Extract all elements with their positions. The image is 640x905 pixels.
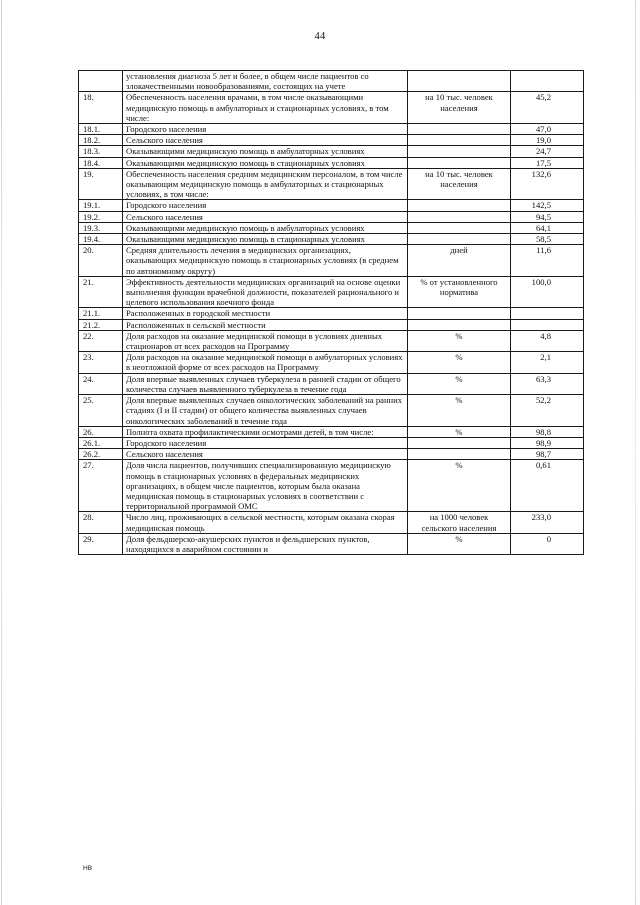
cell-unit — [408, 308, 511, 319]
cell-row-number: 25. — [79, 395, 123, 427]
cell-value: 45,2 — [511, 92, 584, 124]
cell-value — [511, 308, 584, 319]
table-row — [79, 211, 584, 222]
cell-row-number: 23. — [79, 352, 123, 373]
cell-row-number: 19. — [79, 168, 123, 200]
table-row — [79, 512, 584, 533]
table-row — [79, 330, 584, 351]
cell-row-number: 18.1. — [79, 124, 123, 135]
cell-unit: % от установленного норматива — [408, 276, 511, 308]
cell-indicator-name: Оказывающими медицинскую помощь в стационарных условиях — [123, 157, 408, 168]
cell-value: 52,2 — [511, 395, 584, 427]
cell-row-number: 18.2. — [79, 135, 123, 146]
cell-indicator-name: Доля расходов на оказание медицинской помощи в условиях дневных стационаров от всех расходов на Программу — [123, 330, 408, 351]
cell-row-number: 18.3. — [79, 146, 123, 157]
table-row — [79, 276, 584, 308]
page-number: 44 — [314, 31, 326, 42]
cell-unit: % — [408, 373, 511, 394]
cell-value: 19,0 — [511, 135, 584, 146]
cell-unit — [408, 319, 511, 330]
cell-unit: % — [408, 352, 511, 373]
cell-indicator-name: Городского населения — [123, 437, 408, 448]
indicators-table-body — [79, 71, 584, 555]
cell-row-number: 24. — [79, 373, 123, 394]
cell-unit — [408, 135, 511, 146]
cell-indicator-name: Расположенных в городской местности — [123, 308, 408, 319]
cell-unit — [408, 124, 511, 135]
cell-indicator-name: Обеспеченность населения средним медицинским персоналом, в том числе оказывающим медицинскую помощь в амбулаторных и стационарных условиях, в том числе: — [123, 168, 408, 200]
cell-indicator-name: Оказывающими медицинскую помощь в стационарных условиях — [123, 234, 408, 245]
table-row — [79, 135, 584, 146]
cell-unit: на 10 тыс. человек населения — [408, 92, 511, 124]
cell-value: 4,8 — [511, 330, 584, 351]
cell-value: 98,7 — [511, 449, 584, 460]
scan-edge-right — [635, 0, 636, 905]
cell-value: 64,1 — [511, 222, 584, 233]
cell-indicator-name: Оказывающими медицинскую помощь в амбулаторных условиях — [123, 222, 408, 233]
cell-row-number: 21. — [79, 276, 123, 308]
table-row — [79, 395, 584, 427]
table-row — [79, 426, 584, 437]
table-row — [79, 245, 584, 277]
cell-row-number: 20. — [79, 245, 123, 277]
cell-value: 142,5 — [511, 200, 584, 211]
cell-unit — [408, 200, 511, 211]
table-row — [79, 319, 584, 330]
cell-row-number: 18. — [79, 92, 123, 124]
cell-indicator-name: Число лиц, проживающих в сельской местности, которым оказана скорая медицинская помощь — [123, 512, 408, 533]
table-row — [79, 157, 584, 168]
cell-value: 98,9 — [511, 437, 584, 448]
cell-row-number — [79, 71, 123, 92]
cell-value: 0 — [511, 533, 584, 554]
cell-indicator-name: Сельского населения — [123, 449, 408, 460]
cell-row-number: 21.1. — [79, 308, 123, 319]
cell-indicator-name: Доля расходов на оказание медицинской помощи в амбулаторных условиях в неотложной форме от всех расходов на Программу — [123, 352, 408, 373]
cell-row-number: 27. — [79, 460, 123, 512]
scan-edge-left — [1, 0, 2, 905]
cell-indicator-name: Оказывающими медицинскую помощь в амбулаторных условиях — [123, 146, 408, 157]
cell-indicator-name: Доля впервые выявленных случаев туберкулеза в ранней стадии от общего количества случаев выявленного туберкулеза в течение года — [123, 373, 408, 394]
cell-row-number: 18.4. — [79, 157, 123, 168]
cell-value — [511, 319, 584, 330]
cell-unit — [408, 71, 511, 92]
cell-value: 2,1 — [511, 352, 584, 373]
table-row — [79, 168, 584, 200]
cell-unit: на 10 тыс. человек населения — [408, 168, 511, 200]
cell-value: 100,0 — [511, 276, 584, 308]
footer-mark: НВ — [83, 865, 93, 872]
cell-row-number: 29. — [79, 533, 123, 554]
cell-indicator-name: Сельского населения — [123, 135, 408, 146]
cell-value: 11,6 — [511, 245, 584, 277]
table-row — [79, 222, 584, 233]
cell-unit — [408, 211, 511, 222]
cell-indicator-name: Средняя длительность лечения в медицинских организациях, оказывающих медицинскую помощь в стационарных условиях (в среднем по автономному округу) — [123, 245, 408, 277]
cell-unit: % — [408, 395, 511, 427]
cell-indicator-name: Городского населения — [123, 200, 408, 211]
cell-row-number: 26.2. — [79, 449, 123, 460]
cell-unit — [408, 222, 511, 233]
cell-unit: дней — [408, 245, 511, 277]
table-row — [79, 437, 584, 448]
cell-row-number: 21.2. — [79, 319, 123, 330]
cell-row-number: 19.3. — [79, 222, 123, 233]
indicators-table — [78, 70, 584, 555]
cell-row-number: 28. — [79, 512, 123, 533]
cell-indicator-name: Эффективность деятельности медицинских организаций на основе оценки выполнения функции врачебной должности, показателей рационального и целевого использования коечного фонда — [123, 276, 408, 308]
cell-value: 233,0 — [511, 512, 584, 533]
cell-value: 47,0 — [511, 124, 584, 135]
cell-value: 63,3 — [511, 373, 584, 394]
cell-value: 0,61 — [511, 460, 584, 512]
table-row — [79, 460, 584, 512]
cell-unit — [408, 449, 511, 460]
cell-unit: на 1000 человек сельского населения — [408, 512, 511, 533]
cell-value: 58,5 — [511, 234, 584, 245]
cell-unit: % — [408, 426, 511, 437]
table-row — [79, 234, 584, 245]
cell-indicator-name: Расположенных в сельской местности — [123, 319, 408, 330]
cell-unit — [408, 157, 511, 168]
cell-row-number: 26. — [79, 426, 123, 437]
cell-unit — [408, 234, 511, 245]
cell-indicator-name: Полнота охвата профилактическими осмотрами детей, в том числе: — [123, 426, 408, 437]
cell-row-number: 22. — [79, 330, 123, 351]
cell-unit — [408, 437, 511, 448]
cell-value — [511, 71, 584, 92]
table-row — [79, 200, 584, 211]
table-row — [79, 71, 584, 92]
cell-value: 24,7 — [511, 146, 584, 157]
cell-indicator-name: Городского населения — [123, 124, 408, 135]
table-row — [79, 146, 584, 157]
cell-row-number: 26.1. — [79, 437, 123, 448]
cell-indicator-name: Доля числа пациентов, получивших специализированную медицинскую помощь в стационарных условиях в федеральных медицинских организациях, в общем числе пациентов, которым была оказана медицинская помощь в стационарных условиях в соответствии с территориальной программой ОМС — [123, 460, 408, 512]
cell-row-number: 19.2. — [79, 211, 123, 222]
cell-indicator-name: Сельского населения — [123, 211, 408, 222]
cell-value: 132,6 — [511, 168, 584, 200]
cell-row-number: 19.1. — [79, 200, 123, 211]
cell-indicator-name: установления диагноза 5 лет и более, в общем числе пациентов со злокачественными новообразованиями, состоящих на учете — [123, 71, 408, 92]
cell-unit: % — [408, 330, 511, 351]
cell-value: 94,5 — [511, 211, 584, 222]
cell-value: 98,8 — [511, 426, 584, 437]
cell-indicator-name: Обеспеченность населения врачами, в том числе оказывающими медицинскую помощь в амбулаторных и стационарных условиях, в том числе: — [123, 92, 408, 124]
table-row — [79, 533, 584, 554]
cell-value: 17,5 — [511, 157, 584, 168]
cell-indicator-name: Доля впервые выявленных случаев онкологических заболеваний на ранних стадиях (I и II стадии) от общего количества выявленных случаев онкологических заболеваний в течение года — [123, 395, 408, 427]
table-row — [79, 124, 584, 135]
cell-unit: % — [408, 460, 511, 512]
table-row — [79, 308, 584, 319]
table-row — [79, 352, 584, 373]
cell-unit: % — [408, 533, 511, 554]
table-row — [79, 449, 584, 460]
cell-indicator-name: Доля фельдшерско-акушерских пунктов и фельдшерских пунктов, находящихся в аварийном состоянии и — [123, 533, 408, 554]
cell-unit — [408, 146, 511, 157]
table-row — [79, 373, 584, 394]
cell-row-number: 19.4. — [79, 234, 123, 245]
table-row — [79, 92, 584, 124]
